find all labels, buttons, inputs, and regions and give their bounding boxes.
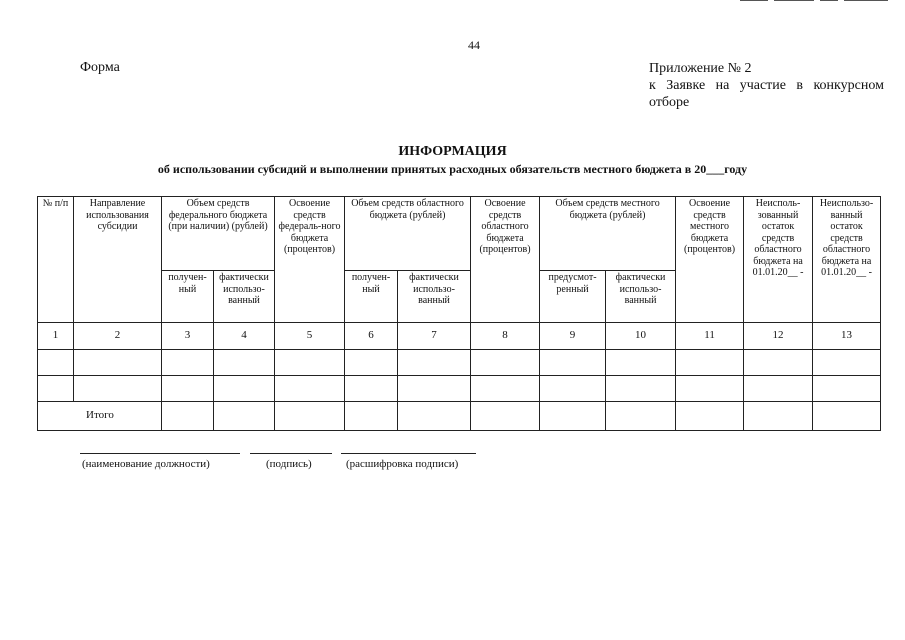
table-cell <box>744 350 813 376</box>
header-local-mastering: Освоение средств местного бюджета (процентов) <box>676 197 744 323</box>
appendix-line-2 <box>649 77 884 94</box>
table-cell <box>398 350 471 376</box>
column-number-row <box>38 323 881 350</box>
table-cell <box>345 402 398 431</box>
signature-line-decoding <box>341 453 476 455</box>
page-number: 44 <box>468 38 480 52</box>
table-cell <box>162 376 214 402</box>
header-direction: Направление использования субсидии <box>74 197 162 323</box>
column-number: 5 <box>275 323 345 350</box>
table-cell <box>744 376 813 402</box>
column-number: 6 <box>345 323 398 350</box>
table-cell <box>275 376 345 402</box>
column-number: 10 <box>606 323 676 350</box>
header-local-planned: предусмот-ренный <box>540 271 606 323</box>
table-cell <box>744 402 813 431</box>
table-row <box>38 350 881 376</box>
table-cell <box>74 376 162 402</box>
table-cell <box>540 402 606 431</box>
appendix-line-3: отборе <box>649 95 690 110</box>
table-cell <box>471 350 540 376</box>
table-cell <box>345 376 398 402</box>
signature-line-position <box>80 453 240 455</box>
appendix-line-1: Приложение № 2 <box>649 61 752 76</box>
column-number: 12 <box>744 323 813 350</box>
table-cell <box>214 350 275 376</box>
column-number: 3 <box>162 323 214 350</box>
column-number: 11 <box>676 323 744 350</box>
signature-line-signature <box>250 453 332 455</box>
header-num: № п/п <box>38 197 74 323</box>
table-cell <box>345 350 398 376</box>
column-number: 13 <box>813 323 881 350</box>
table-cell <box>813 350 881 376</box>
table-cell <box>398 376 471 402</box>
table-cell <box>214 402 275 431</box>
column-number: 2 <box>74 323 162 350</box>
table-cell <box>606 376 676 402</box>
table-cell <box>38 350 74 376</box>
appendix-word: Заявке <box>666 78 706 93</box>
table-cell <box>676 350 744 376</box>
form-label: Форма <box>80 60 120 75</box>
document-title: ИНФОРМАЦИЯ <box>398 144 507 159</box>
table-cell <box>74 350 162 376</box>
table-cell <box>606 402 676 431</box>
appendix-word: в <box>796 78 804 93</box>
header-federal-used: фактически использо-ванный <box>214 271 275 323</box>
header-local-volume: Объем средств местного бюджета (рублей) <box>540 197 676 271</box>
table-cell <box>275 350 345 376</box>
header-regional-used: фактически использо-ванный <box>398 271 471 323</box>
column-number: 9 <box>540 323 606 350</box>
document-subtitle: об использовании субсидий и выполнении принятых расходных обязательств местного бюджета в 20___году <box>157 162 748 176</box>
column-number: 7 <box>398 323 471 350</box>
table-cell <box>471 402 540 431</box>
header-regional-received: получен-ный <box>345 271 398 323</box>
appendix-word: конкурсном <box>813 78 884 93</box>
table-cell <box>471 376 540 402</box>
scan-edge-mark <box>740 0 890 2</box>
table-cell <box>38 376 74 402</box>
table-cell <box>676 402 744 431</box>
table-cell <box>540 376 606 402</box>
table-cell <box>813 402 881 431</box>
appendix-word: к <box>649 78 656 93</box>
decoding-caption: (расшифровка подписи) <box>346 458 459 470</box>
table-cell <box>162 350 214 376</box>
table-cell <box>813 376 881 402</box>
column-number: 4 <box>214 323 275 350</box>
column-number: 1 <box>38 323 74 350</box>
table-cell <box>540 350 606 376</box>
header-regional-mastering: Освоение средств областного бюджета (процентов) <box>471 197 540 323</box>
header-unused-balance-1: Неисполь-зованный остаток средств областного бюджета на 01.01.20__ - <box>744 197 813 323</box>
table-cell <box>606 350 676 376</box>
table-row <box>38 376 881 402</box>
header-federal-volume: Объем средств федерального бюджета (при наличии) (рублей) <box>162 197 275 271</box>
table-cell <box>214 376 275 402</box>
appendix-word: участие <box>739 78 786 93</box>
table-cell <box>275 402 345 431</box>
table-cell <box>398 402 471 431</box>
table-cell <box>676 376 744 402</box>
header-unused-balance-2: Неиспользо-ванный остаток средств областного бюджета на 01.01.20__ - <box>813 197 881 323</box>
header-local-used: фактически использо-ванный <box>606 271 676 323</box>
header-regional-volume: Объем средств областного бюджета (рублей) <box>345 197 471 271</box>
total-label: Итого <box>38 402 162 431</box>
table-cell <box>162 402 214 431</box>
header-row-1 <box>38 197 881 271</box>
column-number: 8 <box>471 323 540 350</box>
subsidy-info-table <box>37 196 881 431</box>
appendix-word: на <box>715 78 730 93</box>
appendix-note <box>649 60 884 111</box>
position-caption: (наименование должности) <box>82 458 210 470</box>
total-row <box>38 402 881 431</box>
header-federal-mastering: Освоение средств федераль-ного бюджета (процентов) <box>275 197 345 323</box>
header-federal-received: получен-ный <box>162 271 214 323</box>
signature-caption: (подпись) <box>266 458 312 470</box>
